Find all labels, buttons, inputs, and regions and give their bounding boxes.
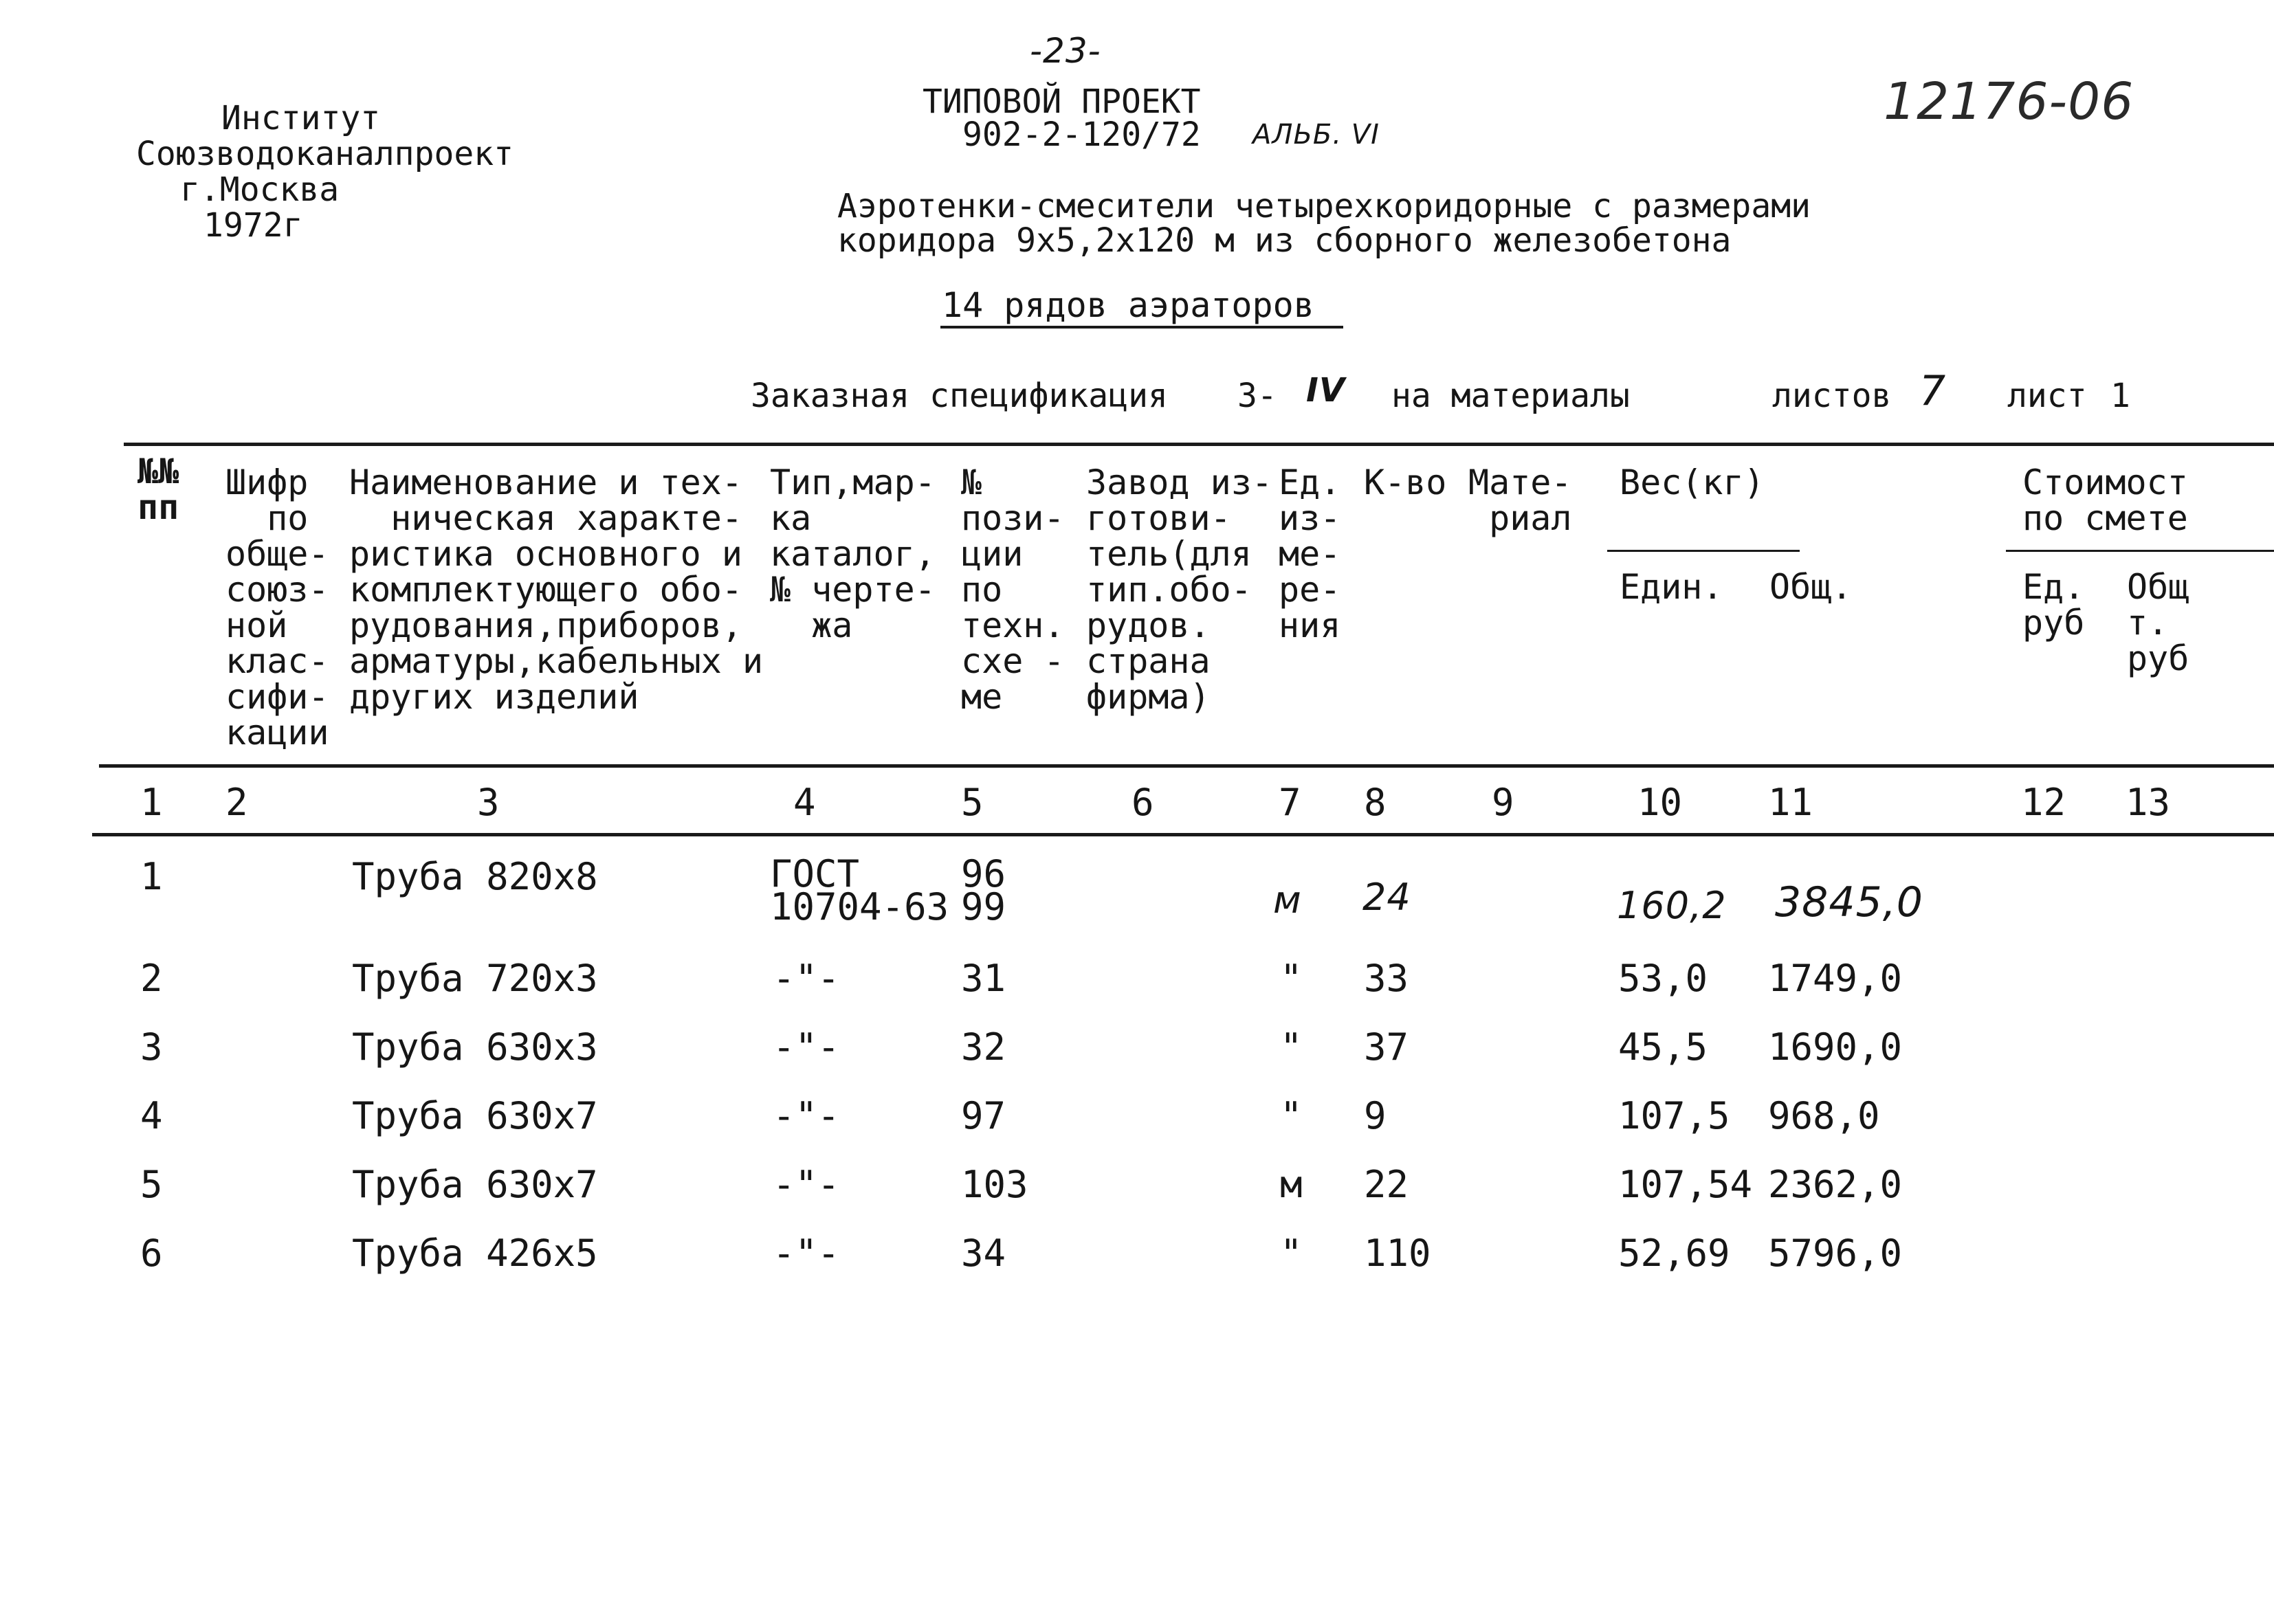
- column-number: 5: [961, 781, 984, 824]
- item-name: Труба 630х3: [352, 1025, 598, 1069]
- header-unit: Ед. из- ме- ре- ния: [1279, 463, 1341, 645]
- item-name: Труба 820х8: [352, 855, 598, 898]
- item-name: Труба 630х7: [352, 1163, 598, 1206]
- header-type: Тип,мар- ка каталог, № черте- жа: [770, 463, 936, 645]
- column-number: 9: [1492, 781, 1514, 824]
- item-weight-unit: 107,54: [1618, 1163, 1753, 1206]
- row-number: 6: [140, 1232, 163, 1275]
- column-number: 8: [1364, 781, 1387, 824]
- header-weight-total: Общ.: [1769, 567, 1853, 607]
- page-number: -23-: [1030, 31, 1101, 71]
- item-weight-unit: 160,2: [1617, 884, 1727, 927]
- item-name: Труба 720х3: [352, 957, 598, 1000]
- sheets-count: 7: [1919, 367, 1947, 415]
- item-weight-total: 1749,0: [1768, 957, 1903, 1000]
- item-unit: ": [1280, 957, 1303, 1000]
- header-cost-total: Общ т. руб: [2127, 567, 2189, 678]
- header-quantity: К-во: [1364, 463, 1447, 502]
- item-type: -"-: [773, 1163, 840, 1206]
- item-type: ГОСТ 10704-63: [770, 852, 949, 928]
- institute-label: Институт: [221, 99, 381, 137]
- item-position: 96 99: [961, 852, 1006, 928]
- column-number: 13: [2126, 781, 2171, 824]
- item-type: -"-: [773, 957, 840, 1000]
- item-weight-unit: 45,5: [1618, 1025, 1708, 1069]
- row-number: 3: [140, 1025, 163, 1069]
- item-weight-total: 2362,0: [1768, 1163, 1903, 1206]
- project-description-line2: коридора 9х5,2х120 м из сборного железобетона: [837, 221, 1732, 260]
- institute-name: Союзводоканалпроект: [136, 135, 514, 173]
- column-number: 3: [477, 781, 500, 824]
- project-code: 902-2-120/72: [962, 115, 1201, 154]
- item-quantity: 110: [1364, 1232, 1431, 1275]
- column-number: 11: [1768, 781, 1813, 824]
- item-position: 103: [961, 1163, 1028, 1206]
- weight-header-divider: [1607, 550, 1800, 552]
- row-number: 2: [140, 957, 163, 1000]
- item-quantity: 24: [1362, 876, 1411, 919]
- column-number: 6: [1132, 781, 1154, 824]
- institute-city: г.Москва: [180, 170, 340, 209]
- item-quantity: 33: [1364, 957, 1409, 1000]
- sheets-label: листов: [1772, 377, 1892, 415]
- subtitle-underline: [940, 326, 1343, 329]
- project-subtitle: 14 рядов аэраторов: [942, 285, 1314, 325]
- column-numbers-rule: [92, 833, 2274, 836]
- cost-header-divider: [2006, 550, 2274, 552]
- item-weight-unit: 107,5: [1618, 1094, 1730, 1137]
- table-top-rule: [124, 443, 2274, 446]
- item-weight-unit: 53,0: [1618, 957, 1708, 1000]
- header-cost-unit: Ед. руб: [2022, 567, 2085, 643]
- album-number: АЛЬБ. VI: [1252, 119, 1380, 151]
- spec-label: Заказная спецификация: [751, 377, 1168, 415]
- header-row-number: №№ пп: [137, 452, 179, 527]
- item-unit: ": [1280, 1094, 1303, 1137]
- item-quantity: 22: [1364, 1163, 1409, 1206]
- item-unit: м: [1273, 878, 1302, 922]
- spec-suffix: на материалы: [1391, 377, 1630, 415]
- institute-year: 1972г: [203, 206, 303, 245]
- item-weight-total: 5796,0: [1768, 1232, 1903, 1275]
- item-name: Труба 426х5: [352, 1232, 598, 1275]
- header-position: № пози- ции по техн. схе - ме: [961, 463, 1065, 717]
- item-position: 34: [961, 1232, 1006, 1275]
- sheet-label: лист: [2007, 377, 2087, 415]
- sheet-number: 1: [2110, 377, 2130, 415]
- item-unit: м: [1280, 1163, 1303, 1206]
- item-unit: ": [1280, 1025, 1303, 1069]
- item-position: 97: [961, 1094, 1006, 1137]
- item-weight-total: 1690,0: [1768, 1025, 1903, 1069]
- column-number: 7: [1279, 781, 1301, 824]
- header-classification-code: Шифр по обще- союз- ной клас- сифи- кации: [225, 463, 329, 753]
- column-number: 10: [1637, 781, 1683, 824]
- item-position: 32: [961, 1025, 1006, 1069]
- spec-code-prefix: 3-: [1237, 377, 1277, 415]
- item-name: Труба 630х7: [352, 1094, 598, 1137]
- item-position: 31: [961, 957, 1006, 1000]
- header-manufacturer: Завод из- готови- тель(для тип.обо- рудов. страна фирма): [1086, 463, 1272, 717]
- item-type: -"-: [773, 1232, 840, 1275]
- item-quantity: 9: [1364, 1094, 1387, 1137]
- header-bottom-rule: [99, 764, 2274, 768]
- item-weight-unit: 52,69: [1618, 1232, 1730, 1275]
- item-type: -"-: [773, 1025, 840, 1069]
- column-number: 1: [140, 781, 163, 824]
- row-number: 4: [140, 1094, 163, 1137]
- row-number: 5: [140, 1163, 163, 1206]
- header-cost: Стоимост по смете: [2022, 463, 2188, 538]
- header-weight-unit: Един.: [1620, 567, 1723, 607]
- spec-code-mark: IV: [1306, 371, 1346, 410]
- column-number: 4: [793, 781, 816, 824]
- project-description-line1: Аэротенки-смесители четырехкоридорные с размерами: [837, 187, 1811, 225]
- item-weight-total: 3845,0: [1775, 878, 1923, 926]
- row-number: 1: [140, 855, 163, 898]
- header-weight: Вес(кг): [1620, 463, 1765, 502]
- project-type: ТИПОВОЙ ПРОЕКТ: [923, 82, 1201, 121]
- header-material: Мате- риал: [1468, 463, 1572, 538]
- header-name: Наименование и тех- ническая характе- ристика основного и комплектующего обо- рудования,приборов, арматуры,кабельных и других изделий: [349, 463, 764, 717]
- document-number: 12176-06: [1884, 72, 2134, 131]
- item-unit: ": [1280, 1232, 1303, 1275]
- item-type: -"-: [773, 1094, 840, 1137]
- column-number: 12: [2021, 781, 2066, 824]
- item-quantity: 37: [1364, 1025, 1409, 1069]
- item-weight-total: 968,0: [1768, 1094, 1880, 1137]
- column-number: 2: [225, 781, 248, 824]
